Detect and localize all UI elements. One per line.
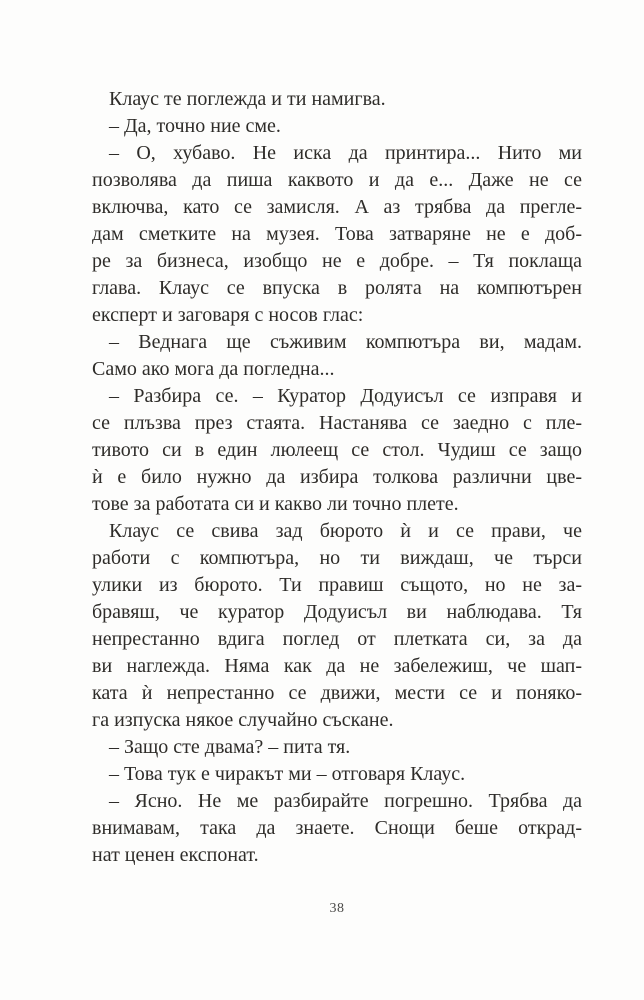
paragraph <box>92 761 582 788</box>
text-line: Клаус се свива зад бюрото ѝ и се прави, че <box>109 520 582 542</box>
text-line: тивото си в един люлеещ се стол. Чудиш се защо <box>92 439 582 461</box>
text-line: експерт и заговаря с носов глас: <box>92 304 364 326</box>
paragraph <box>92 734 582 761</box>
text-line: непрестанно вдига поглед от плетката си, за да <box>92 628 582 650</box>
text-line: Клаус те поглежда и ти намигва. <box>109 88 386 110</box>
text-line: тове за работата си и какво ли точно плете. <box>92 493 459 515</box>
paragraph <box>92 113 582 140</box>
text-line: – Разбира се. – Куратор Додуисъл се изправя и <box>109 385 582 407</box>
text-line: включва, като се замисля. А аз трябва да прегле- <box>92 196 582 218</box>
text-line: – Веднага ще съживим компютъра ви, мадам. <box>109 331 582 353</box>
text-line: – Ясно. Не ме разбирайте погрешно. Трябва да <box>109 790 582 812</box>
text-line: Само ако мога да погледна... <box>92 358 335 380</box>
text-line: работи с компютъра, но ти виждаш, че търси <box>92 547 582 569</box>
text-line: ви наглежда. Няма как да не забележиш, че шап- <box>92 655 582 677</box>
text-line: глава. Клаус се впуска в ролята на компютърен <box>92 277 582 299</box>
text-line: бравяш, че куратор Додуисъл ви наблюдава. Тя <box>92 601 582 623</box>
text-line: ката ѝ непрестанно се движи, мести се и поняко- <box>92 682 582 704</box>
text-line: позволява да пиша каквото и да е... Даже не се <box>92 169 582 191</box>
paragraph <box>92 788 582 869</box>
text-line: – Това тук е чиракът ми – отговаря Клаус. <box>109 763 466 785</box>
text-block <box>92 86 582 869</box>
text-line: улики из бюрото. Ти правиш същото, но не за- <box>92 574 582 596</box>
text-line: – Да, точно ние сме. <box>109 115 281 137</box>
text-line: внимавам, така да знаете. Снощи беше открад- <box>92 817 582 839</box>
paragraph <box>92 329 582 383</box>
text-line: ре за бизнеса, изобщо не е добре. – Тя поклаща <box>92 250 582 272</box>
text-line: се плъзва през стаята. Настанява се заедно с пле- <box>92 412 582 434</box>
text-line: га изпуска някое случайно съскане. <box>92 709 394 731</box>
text-line: дам сметките на музея. Това затваряне не е доб- <box>92 223 582 245</box>
text-line: – О, хубаво. Не иска да принтира... Нито ми <box>109 142 582 164</box>
text-line: нат ценен експонат. <box>92 844 259 866</box>
paragraph <box>92 140 582 329</box>
text-line: – Защо сте двама? – пита тя. <box>109 736 351 758</box>
paragraph <box>92 86 582 113</box>
page-number: 38 <box>329 901 345 916</box>
paragraph <box>92 518 582 734</box>
text-line: ѝ е било нужно да избира толкова различни цве- <box>92 466 582 488</box>
paragraph <box>92 383 582 518</box>
